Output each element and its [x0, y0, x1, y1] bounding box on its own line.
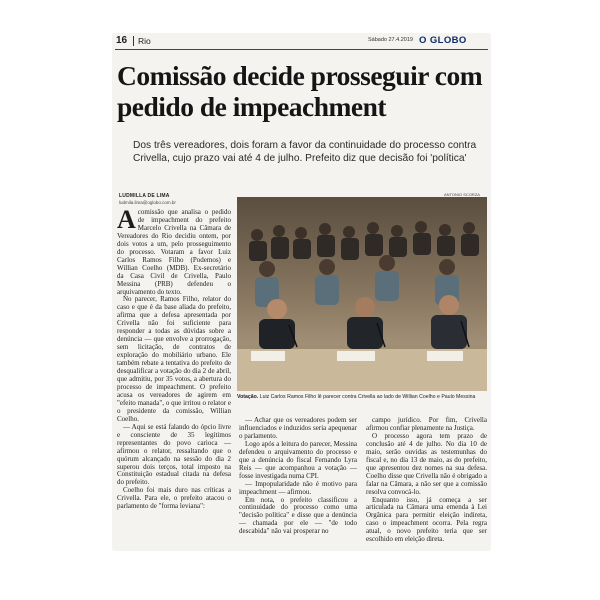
caption-lead: Votação. — [237, 394, 259, 400]
paragraph: No parecer, Ramos Filho, relator do caso e que é da base aliada do prefeito, afirma que a defesa apresentada por Crivella não foi suficiente para responder a todas as dúvidas sobre a denúncia — que envolve a prorrogação, sem licitação, de contratos de exploração do mobiliário urbano. Ele também rebate a tentativa do prefeito de desqualificar a votação do dia 2 de abril, que admitiu, por 35 votos, a abertura do processo de impeachment. O prefeito acusa os vereadores de agirem em "efeito manada", o que irritou o relator e o presidente da comissão, Willian Coelho. — [117, 295, 231, 423]
byline-email: ludmila.lima@oglobo.com.br — [119, 200, 176, 205]
article-column-2 — [239, 417, 357, 536]
photo-caption — [237, 394, 487, 401]
paragraph: Acomissão que analisa o pedido de impeachment do prefeito Marcelo Crivella na Câmara de Vereadores do Rio decidiu ontem, por dois votos a um, pelo prosseguimento do processo. Votaram a favor Luiz Carlos Ramos Filho (Podemos) e Willian Coelho (MDB). Ex-secretário da Casa Civil de Crivella, Paulo Messina (PRB) defendeu o arquivamento do texto. — [117, 205, 231, 296]
masthead — [113, 34, 490, 50]
page-number: 16 — [116, 35, 128, 46]
paragraph: O processo agora tem prazo de conclusão até 4 de julho. No dia 10 de maio, serão ouvidas as testemunhas do fiscal e, no dia 13 de maio, as do prefeito, que apresentou dez nomes na sua defesa. Coelho disse que Crivella não é obrigado a falar na Câmara, a não ser que a comissão resolva convocá-lo. — [366, 431, 487, 496]
paragraph: — Aqui se está falando do ópcio livre e consciente de 35 legítimos representantes do povo carioca — afirmou o relator, ressaltando que o quórum alcançado na sessão do dia 2 superou dois terços, total imposto na Constituição estadual citada na defesa do prefeito. — [117, 422, 231, 487]
article-column-3 — [366, 417, 487, 544]
masthead-rule — [115, 49, 488, 50]
paragraph: Enquanto isso, já começa a ser articulada na Câmara uma emenda à Lei Orgânica para permitir eleição indireta, caso o impeachment ocorra. Pela regra atual, o novo prefeito teria que ser escolhido em eleição direta. — [366, 495, 487, 544]
article-column-1 — [117, 205, 231, 511]
paragraph: campo jurídico. Por fim, Crivella afirmou confiar plenamente na Justiça. — [366, 416, 487, 432]
paragraph: Coelho foi mais duro nas críticas a Crivella. Para ele, o prefeito atacou o parlamento de "forma leviana": — [117, 486, 231, 511]
council-session-photo — [237, 197, 487, 391]
article-photo — [237, 197, 487, 391]
issue-date: Sábado 27.4.2019 — [368, 37, 413, 43]
byline-author: LUDMILLA DE LIMA — [119, 193, 170, 199]
paragraph: — Achar que os vereadores podem ser influenciados e induzidos seria apequenar o parlamento. — [239, 416, 357, 440]
subheadline: Dos três vereadores, dois foram a favor da continuidade do processo contra Crivella, cujo prazo vai até 4 de julho. Prefeito diz que decisão foi 'política' — [133, 140, 477, 164]
section-name: Rio — [138, 36, 151, 46]
paragraph: Logo após a leitura do parecer, Messina defendeu o arquivamento do processo e que a denúncia do fiscal Fernando Lyra Reis — que acompanhou a votação — fosse investigada numa CPI. — [239, 439, 357, 480]
paragraph: — Impopularidade não é motivo para impeachment — afirmou. — [239, 479, 357, 496]
newspaper-page — [113, 34, 490, 550]
drop-cap: A — [117, 205, 136, 234]
photo-credit: ANTONIO SCORZA — [444, 192, 480, 197]
caption-text: Luiz Carlos Ramos Filho lê parecer contra Crivella ao lado de Willian Coelho e Paulo Messina — [258, 394, 476, 400]
masthead-divider — [133, 36, 134, 46]
newspaper-logo: O GLOBO — [419, 35, 467, 46]
headline: Comissão decide prosseguir com pedido de impeachment — [117, 60, 483, 122]
paragraph: Em nota, o prefeito classificou a continuidade do processo como uma "decisão política" e disse que a denúncia — chamada por ele — "de todo descabida" não vai prosperar no — [239, 495, 357, 536]
